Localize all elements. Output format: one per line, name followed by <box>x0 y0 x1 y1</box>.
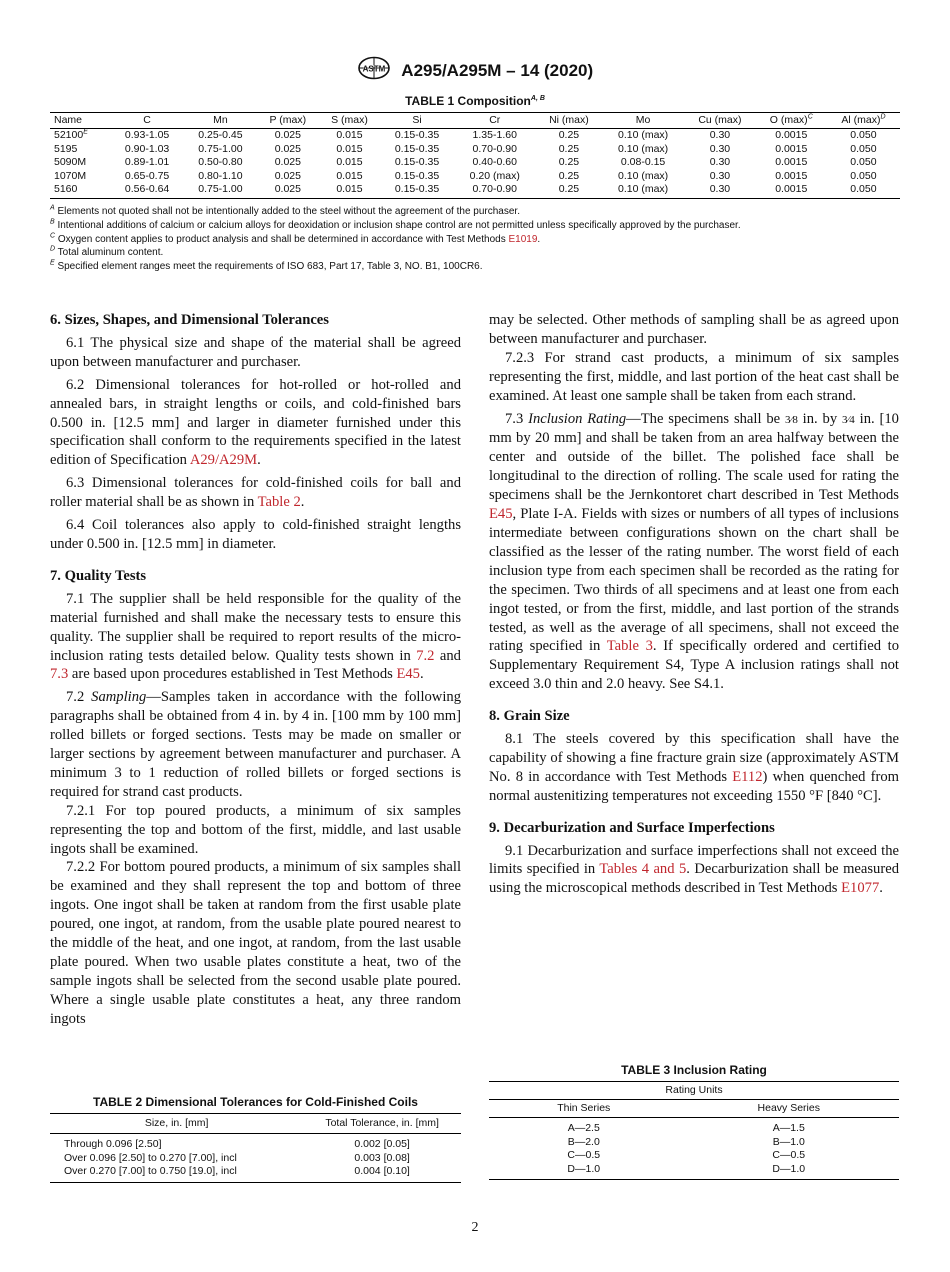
svg-text:ASTM: ASTM <box>362 64 386 74</box>
table-cell: 0.89-1.01 <box>124 156 170 168</box>
link-7-3[interactable]: 7.3 <box>50 666 69 683</box>
table1-header-row <box>50 113 900 129</box>
para-6-2: 6.2 Dimensional tolerances for hot-rolled or hot-rolled and annealed bars, in straight lengths or coils, and cold-finished bars 0.500 in. [12.5 mm] and larger in diameter furnished under this specification shall conform to the requirements specified in the latest edition of Specification A29/A29M. <box>50 376 461 469</box>
table-cell: 0.50-0.80 <box>198 156 243 168</box>
link-e45[interactable]: E45 <box>396 666 420 683</box>
table-row <box>50 170 900 184</box>
table-cell: 0.65-0.75 <box>124 169 170 182</box>
para-9-1: 9.1 Decarburization and surface imperfections shall not exceed the limits specified in Tables 4 and 5. Decarburization shall be measured using the microscopical methods described in Test Methods E1077. <box>489 842 899 897</box>
table3-caption: TABLE 3 Inclusion Rating <box>621 1063 767 1077</box>
table-row <box>489 1136 899 1150</box>
table-cell: 0.25-0.45 <box>198 129 243 141</box>
table1-header: Ni (max) <box>536 113 602 129</box>
table-cell: 0.93-1.05 <box>124 129 170 141</box>
table1-header: Mo <box>602 113 684 129</box>
table-cell: 0.0015 <box>775 156 808 168</box>
table-cell: 0.050 <box>850 142 877 155</box>
table-cell: 0.75-1.00 <box>198 142 243 155</box>
para-7-1: 7.1 The supplier shall be held responsible for the quality of the material furnished and shall make the necessary tests to ensure this quality. The supplier shall be required to report results of the micro-inclusion rating tests detailed below. Quality tests shown in 7.2 and 7.3 are based upon procedures established in Test Methods E45. <box>50 590 461 683</box>
table-cell: 0.25 <box>558 129 580 141</box>
table-cell: Over 0.096 [2.50] to 0.270 [7.00], incl <box>64 1151 237 1164</box>
table-cell: 0.10 (max) <box>617 129 669 141</box>
table-cell: C—0.5 <box>567 1149 601 1161</box>
table3-group-header: Rating Units <box>489 1082 899 1100</box>
page-number: 2 <box>471 1220 479 1235</box>
table-cell: 0.10 (max) <box>617 169 669 182</box>
table-cell: C—0.5 <box>772 1149 806 1161</box>
table3-header-thin: Thin Series <box>489 1100 678 1118</box>
table-cell: B—1.0 <box>772 1135 805 1148</box>
table-row <box>50 156 900 170</box>
table-cell: 0.050 <box>850 156 877 168</box>
astm-logo-icon <box>357 56 391 85</box>
table1-header: Mn <box>184 113 257 129</box>
section-9-heading: 9. Decarburization and Surface Imperfections <box>489 819 775 836</box>
table-cell: 0.15-0.35 <box>380 183 453 198</box>
table-row <box>489 1149 899 1163</box>
link-a29[interactable]: A29/A29M <box>189 452 258 469</box>
table-cell: 0.80-1.10 <box>198 169 243 182</box>
table-cell: 0.30 <box>709 129 731 141</box>
footnote-d: $^D$ Total aluminum content. <box>50 246 164 259</box>
para-7-2-2-cont: may be selected. Other methods of sampling shall be as agreed upon between manufacturer and purchaser. <box>489 312 899 347</box>
table-cell: 0.08-0.15 <box>620 156 666 168</box>
table-cell: 0.15-0.35 <box>394 142 440 155</box>
table-cell: 0.0015 <box>775 142 808 155</box>
para-7-2-3: 7.2.3 For strand cast products, a minimum of six samples representing the first, middle, and last portion of the heat cast shall be examined. At least one sample shall be taken from each strand. <box>489 349 899 404</box>
table-row <box>50 1165 461 1182</box>
table-cell: 0.002 [0.05] <box>354 1138 410 1150</box>
table-cell: 0.75-1.00 <box>184 183 257 198</box>
table-cell: A—2.5 <box>567 1122 600 1134</box>
table-cell: 0.30 <box>709 142 731 155</box>
table1-header: S (max) <box>319 113 381 129</box>
table-cell: 0.025 <box>257 183 318 198</box>
table1-header: Cr <box>454 113 536 129</box>
table1-composition <box>50 112 900 199</box>
footnote-b: $^B$ Intentional additions of calcium or calcium alloys for deoxidation or inclusion shape control are not permitted unless specifically approved by the purchaser. <box>50 218 741 231</box>
table-cell: 0.0015 <box>775 169 808 182</box>
table-cell: 0.15-0.35 <box>394 169 440 182</box>
link-e112[interactable]: E112 <box>732 768 763 785</box>
table-cell: 1.35-1.60 <box>472 129 517 141</box>
table-cell: 0.15-0.35 <box>394 156 440 168</box>
table-cell: 0.050 <box>850 129 877 141</box>
table-cell: 0.20 (max) <box>469 169 520 182</box>
section-8-heading: 8. Grain Size <box>489 708 570 725</box>
table-cell: 0.70-0.90 <box>454 183 536 198</box>
table-cell: 0.70-0.90 <box>472 142 517 155</box>
table-row <box>489 1163 899 1180</box>
table-cell: 0.003 [0.08] <box>354 1151 410 1164</box>
table-cell: A—1.5 <box>772 1122 805 1134</box>
link-table3[interactable]: Table 3 <box>606 638 653 655</box>
table-cell: 0.025 <box>274 129 301 141</box>
table-cell: 0.90-1.03 <box>124 142 170 155</box>
table-row <box>50 143 900 157</box>
table-cell: 0.30 <box>684 183 756 198</box>
link-table2[interactable]: Table 2 <box>257 494 301 511</box>
table-cell: 0.30 <box>709 169 731 182</box>
footnote-e: $^E$ Specified element ranges meet the requirements of ISO 683, Part 17, Table 3, NO. B1, 100CR6. <box>50 259 483 273</box>
para-7-2-1: 7.2.1 For top poured products, a minimum of six samples representing the top and bottom of the first, middle, and last usable ingots shall be examined. <box>50 802 461 857</box>
table-cell: 0.015 <box>336 142 363 155</box>
table2-header-row <box>50 1114 461 1134</box>
table-cell: 0.10 (max) <box>617 142 669 155</box>
table-cell: 0.015 <box>319 183 381 198</box>
table-cell: 5090M <box>54 156 87 168</box>
table1-header: Name <box>50 113 110 129</box>
table-cell: 0.050 <box>827 183 900 198</box>
table1-header: Si <box>380 113 453 129</box>
table-cell: 0.25 <box>558 156 580 168</box>
para-7-2-2: 7.2.2 For bottom poured products, a minimum of six samples shall be examined and they shall represent the top and bottom of three ingots. One ingot shall be taken at random from the first usable plate poured, one ingot, at random, from the usable plate poured nearest to the middle of the heat, and one ingot, at random, from the last usable plate poured. When two usable plates constitute a heat, two of the sample ingots shall be selected from the second usable plate poured. Where a single usable plate constitutes a heat, any three random ingots <box>50 859 461 1027</box>
section-6-heading: 6. Sizes, Shapes, and Dimensional Tolerances <box>50 312 329 328</box>
table-cell: D—1.0 <box>489 1163 678 1180</box>
table-cell: 0.15-0.35 <box>394 129 440 141</box>
para-8-1: 8.1 The steels covered by this specification shall have the capability of showing a fine fracture grain size (approximately ASTM No. 8 in accordance with Test Methods E112) when quenched from normal austenitizing temperatures not exceeding 1550 °F [840 °C]. <box>489 731 899 804</box>
table3-group-header-row <box>489 1082 899 1100</box>
table2-caption: TABLE 2 Dimensional Tolerances for Cold-Finished Coils <box>93 1095 418 1109</box>
table3-header-row <box>489 1100 899 1118</box>
table3-header-heavy: Heavy Series <box>678 1100 899 1118</box>
right-column <box>489 311 899 898</box>
table-cell: 0.40-0.60 <box>472 156 517 168</box>
table1-caption: TABLE 1 Composition$^{A, B}$ <box>405 94 545 108</box>
table-cell: 0.25 <box>558 169 580 182</box>
table1-header: Al $(\max)^D$ <box>827 113 900 129</box>
table-cell: 0.0015 <box>756 183 827 198</box>
table2-header-size: Size, in. [mm] <box>50 1114 303 1134</box>
table-cell: B—2.0 <box>567 1135 600 1148</box>
table-row <box>50 1152 461 1166</box>
link-e1077[interactable]: E1077 <box>841 880 880 897</box>
table1-header: Cu (max) <box>684 113 756 129</box>
table-cell: 0.025 <box>274 156 301 168</box>
para-6-3: 6.3 Dimensional tolerances for cold-finished coils for ball and roller material shall be as shown in Table 2. <box>50 475 461 511</box>
table-cell: Over 0.270 [7.00] to 0.750 [19.0], incl <box>50 1165 303 1182</box>
table-row <box>50 183 900 198</box>
table-cell: 0.30 <box>709 156 731 168</box>
table-cell: 0.015 <box>336 156 363 168</box>
para-6-4: 6.4 Coil tolerances also apply to cold-finished straight lengths under 0.500 in. [12.5 mm] in diameter. <box>50 517 461 552</box>
table-cell: D—1.0 <box>678 1163 899 1180</box>
left-column <box>50 311 461 1029</box>
table-cell: 0.10 (max) <box>602 183 684 198</box>
table-row <box>50 1134 461 1152</box>
table2-header-tolerance: Total Tolerance, in. [mm] <box>303 1114 461 1134</box>
table-cell: 0.050 <box>850 169 877 182</box>
para-7-2: 7.2 Sampling—Samples taken in accordance with the following paragraphs shall be obtained from 4 in. by 4 in. [100 mm by 100 mm] rolled billets or forged sections. Tests may be made on smaller or larger sections by agreement between manufacturer and purchaser. A minimum 3 to 1 reduction of rolled billets or forged sections is required for strand cast products. <box>50 689 461 800</box>
link-7-2[interactable]: 7.2 <box>416 647 435 664</box>
para-7-3: 7.3 Inclusion Rating—The specimens shall be 3⁄8 in. by 3⁄4 in. [10 mm by 20 mm] and shall be taken from an area halfway between the center and outside of the billet. The polished face shall be longitudinal to the direction of rolling. The scale used for rating the specimens shall be the Jernkontoret chart described in Test Methods E45, Plate I-A. Fields with sizes or numbers of all types of inclusions intermediate between configurations shown on the chart shall be classified as the lesser of the rating number. The worst field of each inclusion type from each specimen shall be recorded as the rating for the specimen. Two thirds of all specimens and at least one from each ingot tested, or from the first, middle, and last portion of the strands tested, as well as the average of all specimens, shall not exceed the rating specified in Table 3. If specifically ordered and certified to Supplementary Requirement S4, Type A inclusion ratings shall not exceed 3.0 thin and 2.0 heavy. See S4.1. <box>489 410 900 693</box>
table1-footnotes <box>50 205 900 274</box>
link-e45[interactable]: E45 <box>489 506 513 523</box>
table-cell: 0.25 <box>536 183 602 198</box>
table-cell: 0.015 <box>336 129 363 141</box>
table-cell: 5195 <box>54 142 78 155</box>
table1-header: P (max) <box>257 113 318 129</box>
table-row <box>489 1118 899 1136</box>
document-title: A295/A295M – 14 (2020) <box>401 60 594 80</box>
table-cell: 0.025 <box>274 142 301 155</box>
table2-tolerances <box>50 1113 461 1183</box>
table1-header: C <box>110 113 183 129</box>
section-7-heading: 7. Quality Tests <box>50 567 147 584</box>
link-e1019[interactable]: E1019 <box>508 233 538 245</box>
table-cell: 0.0015 <box>775 129 808 141</box>
para-6-1: 6.1 The physical size and shape of the material shall be agreed upon between manufacturer and purchaser. <box>50 334 461 370</box>
table-cell: Through 0.096 [2.50] <box>64 1138 162 1150</box>
table-cell: $52100^E$ <box>54 128 88 141</box>
table-cell: 0.025 <box>274 169 301 182</box>
page-header <box>0 56 950 85</box>
table3-inclusion-rating <box>489 1081 899 1180</box>
link-tables-4-5[interactable]: Tables 4 and 5 <box>599 861 687 878</box>
table-cell: 0.56-0.64 <box>110 183 183 198</box>
table-row <box>50 129 900 143</box>
table-cell: 5160 <box>50 183 110 198</box>
table-cell: 0.004 [0.10] <box>303 1165 461 1182</box>
table-cell: 0.015 <box>336 169 363 182</box>
table1-header: O $(\max)^C$ <box>756 113 827 129</box>
footnote-c: $^C$ Oxygen content applies to product analysis and shall be determined in accordance with Test Methods E1019. <box>50 232 541 245</box>
footnote-a: $^A$ Elements not quoted shall not be intentionally added to the steel without the agreement of the purchaser. <box>50 204 520 217</box>
table-cell: 0.25 <box>558 142 580 155</box>
table-cell: 1070M <box>54 169 87 182</box>
